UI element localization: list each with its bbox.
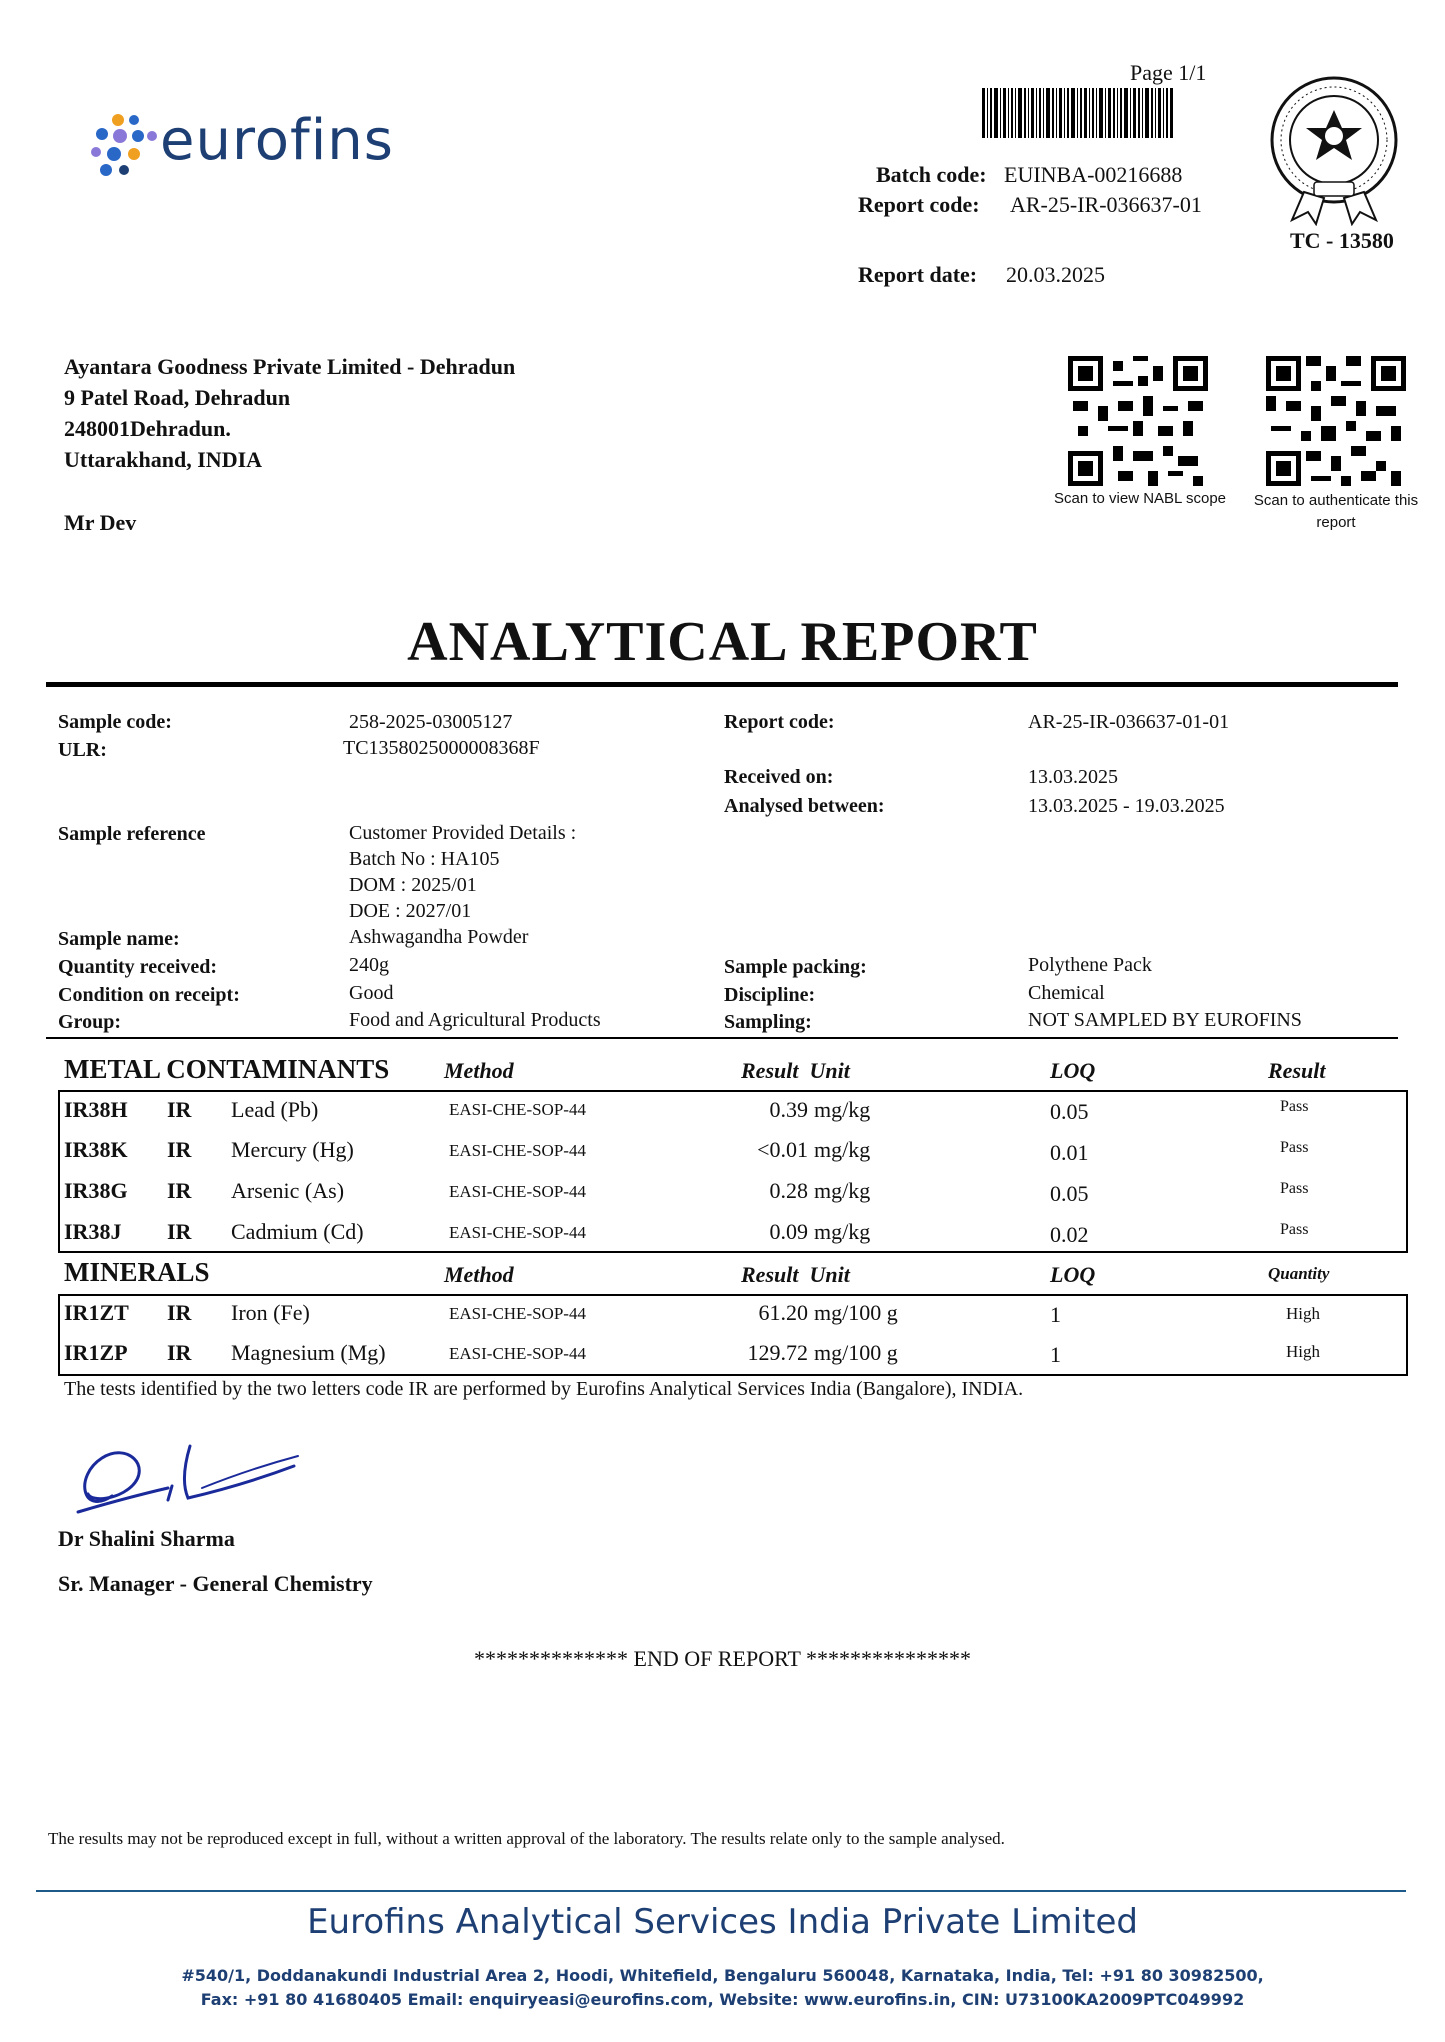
table-row-lab: IR [167,1137,192,1162]
discipline-label: Discipline: [724,984,816,1006]
footer-address-line1: #540/1, Doddanakundi Industrial Area 2, Hoodi, Whitefield, Bengaluru 560048, Karnataka, India, Tel: +91 80 30982500, [181,1966,1264,1985]
table-row-unit: mg/100 g [814,1340,898,1365]
table-row-unit: mg/kg [814,1137,871,1162]
metals-loq-header: LOQ [1050,1058,1096,1083]
eurofins-logo-mark [88,112,158,178]
table-row-result: Pass [1280,1221,1309,1238]
batch-code-label: Batch code: [876,162,987,187]
signatory-name: Dr Shalini Sharma [58,1526,235,1551]
sampling-value: NOT SAMPLED BY EUROFINS [1028,1009,1302,1031]
table-row-loq: 1 [1050,1302,1061,1327]
sample-reference-line: Batch No : HA105 [349,848,500,870]
report-date-label: Report date: [858,262,978,287]
table-row-code: IR38G [64,1178,128,1203]
page-number: Page 1/1 [1130,60,1207,85]
table-row-unit: mg/kg [814,1097,871,1122]
table-row-method: EASI-CHE-SOP-44 [449,1344,586,1363]
table-row-code: IR38J [64,1219,122,1244]
table-row-quantity: High [1286,1304,1320,1323]
signatory-title: Sr. Manager - General Chemistry [58,1571,373,1596]
customer-address-line1: Ayantara Goodness Private Limited - Dehradun [64,354,516,379]
table-row-value: <0.01 [757,1137,808,1162]
minerals-result-unit-header: Result Unit [741,1262,850,1287]
info-rule [46,1037,1398,1039]
table-row-value: 0.39 [769,1097,808,1122]
minerals-quantity-header: Quantity [1268,1264,1330,1283]
ulr-value: TC1358025000008368F [343,737,540,759]
table-row-method: EASI-CHE-SOP-44 [449,1141,586,1160]
table-row-lab: IR [167,1300,192,1325]
table-row-parameter: Arsenic (As) [231,1178,345,1203]
sample-report-code-label: Report code: [724,711,835,733]
table-row-loq: 1 [1050,1342,1061,1367]
table-row-value: 0.28 [769,1178,808,1203]
nabl-scope-qr-code[interactable] [1068,356,1208,486]
report-code-value: AR-25-IR-036637-01 [1010,192,1202,217]
table-row-method: EASI-CHE-SOP-44 [449,1304,586,1323]
table-row-value: 61.20 [758,1300,808,1325]
sampling-label: Sampling: [724,1011,812,1033]
table-row-parameter: Magnesium (Mg) [231,1340,386,1365]
metals-result-header: Result [1268,1058,1326,1083]
table-row-lab: IR [167,1178,192,1203]
condition-value: Good [349,982,394,1004]
sample-name-value: Ashwagandha Powder [349,926,529,948]
table-row-code: IR1ZP [64,1340,128,1365]
end-of-report: ************** END OF REPORT *************** [474,1646,971,1671]
sample-reference-line: DOM : 2025/01 [349,874,477,896]
sample-packing-value: Polythene Pack [1028,954,1152,976]
report-title: ANALYTICAL REPORT [407,611,1038,673]
table-row-parameter: Iron (Fe) [231,1300,310,1325]
table-row-unit: mg/100 g [814,1300,898,1325]
table-row-unit: mg/kg [814,1219,871,1244]
footer-address-line2: Fax: +91 80 41680405 Email: enquiryeasi@eurofins.com, Website: www.eurofins.in, CIN: U73100KA2009PTC049992 [200,1990,1245,2009]
received-on-value: 13.03.2025 [1028,766,1118,788]
customer-address-line3: 248001Dehradun. [64,416,231,441]
footer-company-name: Eurofins Analytical Services India Private Limited [307,1902,1138,1942]
customer-contact: Mr Dev [64,510,137,535]
quantity-received-label: Quantity received: [58,956,218,978]
table-row-code: IR38H [64,1097,128,1122]
table-row-method: EASI-CHE-SOP-44 [449,1100,586,1119]
sample-code-label: Sample code: [58,711,172,733]
quantity-received-value: 240g [349,954,389,976]
report-date-value: 20.03.2025 [1006,262,1105,287]
metals-result-unit-header: Result Unit [741,1058,850,1083]
nabl-seal-icon [1264,74,1404,226]
authenticate-caption: Scan to authenticate this report [1253,492,1419,531]
sample-reference-line: DOE : 2027/01 [349,900,472,922]
tc-number: TC - 13580 [1290,228,1394,253]
sample-reference-line: Customer Provided Details : [349,822,577,844]
condition-label: Condition on receipt: [58,984,240,1006]
signature-image [72,1436,302,1528]
table-row-method: EASI-CHE-SOP-44 [449,1182,586,1201]
nabl-scope-caption: Scan to view NABL scope [1053,490,1227,507]
minerals-loq-header: LOQ [1050,1262,1096,1287]
table-row-loq: 0.05 [1050,1099,1089,1124]
ulr-label: ULR: [58,739,107,761]
metals-method-header: Method [444,1058,514,1083]
customer-address-line4: Uttarakhand, INDIA [64,447,263,472]
group-label: Group: [58,1011,121,1033]
sample-code-value: 258-2025-03005127 [349,711,513,733]
table-row-unit: mg/kg [814,1178,871,1203]
table-row-loq: 0.05 [1050,1181,1089,1206]
table-row-quantity: High [1286,1342,1320,1361]
discipline-value: Chemical [1028,982,1105,1004]
table-row-lab: IR [167,1219,192,1244]
table-row-loq: 0.02 [1050,1222,1089,1247]
table-row-method: EASI-CHE-SOP-44 [449,1223,586,1242]
table-row-parameter: Lead (Pb) [231,1097,319,1122]
disclaimer: The results may not be reproduced except in full, without a written approval of the laboratory. The results relate only to the sample analysed. [48,1829,1005,1848]
table-row-result: Pass [1280,1098,1309,1115]
table-row-value: 0.09 [769,1219,808,1244]
lab-note: The tests identified by the two letters code IR are performed by Eurofins Analytical Services India (Bangalore), INDIA. [64,1378,1024,1400]
eurofins-logo-text: eurofins [160,108,394,173]
sample-report-code-value: AR-25-IR-036637-01-01 [1028,711,1230,733]
group-value: Food and Agricultural Products [349,1009,601,1031]
table-row-parameter: Cadmium (Cd) [231,1219,364,1244]
report-code-label: Report code: [858,192,980,217]
table-row-code: IR1ZT [64,1300,129,1325]
customer-address-line2: 9 Patel Road, Dehradun [64,385,291,410]
table-row-lab: IR [167,1097,192,1122]
table-row-result: Pass [1280,1139,1309,1156]
authenticate-qr-code[interactable] [1266,356,1406,486]
table-row-parameter: Mercury (Hg) [231,1137,354,1162]
table-row-loq: 0.01 [1050,1140,1089,1165]
sample-name-label: Sample name: [58,928,180,950]
table-row-result: Pass [1280,1180,1309,1197]
barcode-image [982,88,1214,138]
footer-rule [36,1890,1406,1892]
title-rule [46,682,1398,687]
minerals-heading: MINERALS [64,1257,210,1287]
table-row-value: 129.72 [747,1340,808,1365]
batch-code-value: EUINBA-00216688 [1004,162,1183,187]
metal-contaminants-heading: METAL CONTAMINANTS [64,1054,390,1084]
table-row-code: IR38K [64,1137,128,1162]
received-on-label: Received on: [724,766,834,788]
minerals-method-header: Method [444,1262,514,1287]
analysed-between-label: Analysed between: [724,795,885,817]
table-row-lab: IR [167,1340,192,1365]
sample-reference-label: Sample reference [58,823,206,845]
analysed-between-value: 13.03.2025 - 19.03.2025 [1028,795,1225,817]
sample-packing-label: Sample packing: [724,956,867,978]
